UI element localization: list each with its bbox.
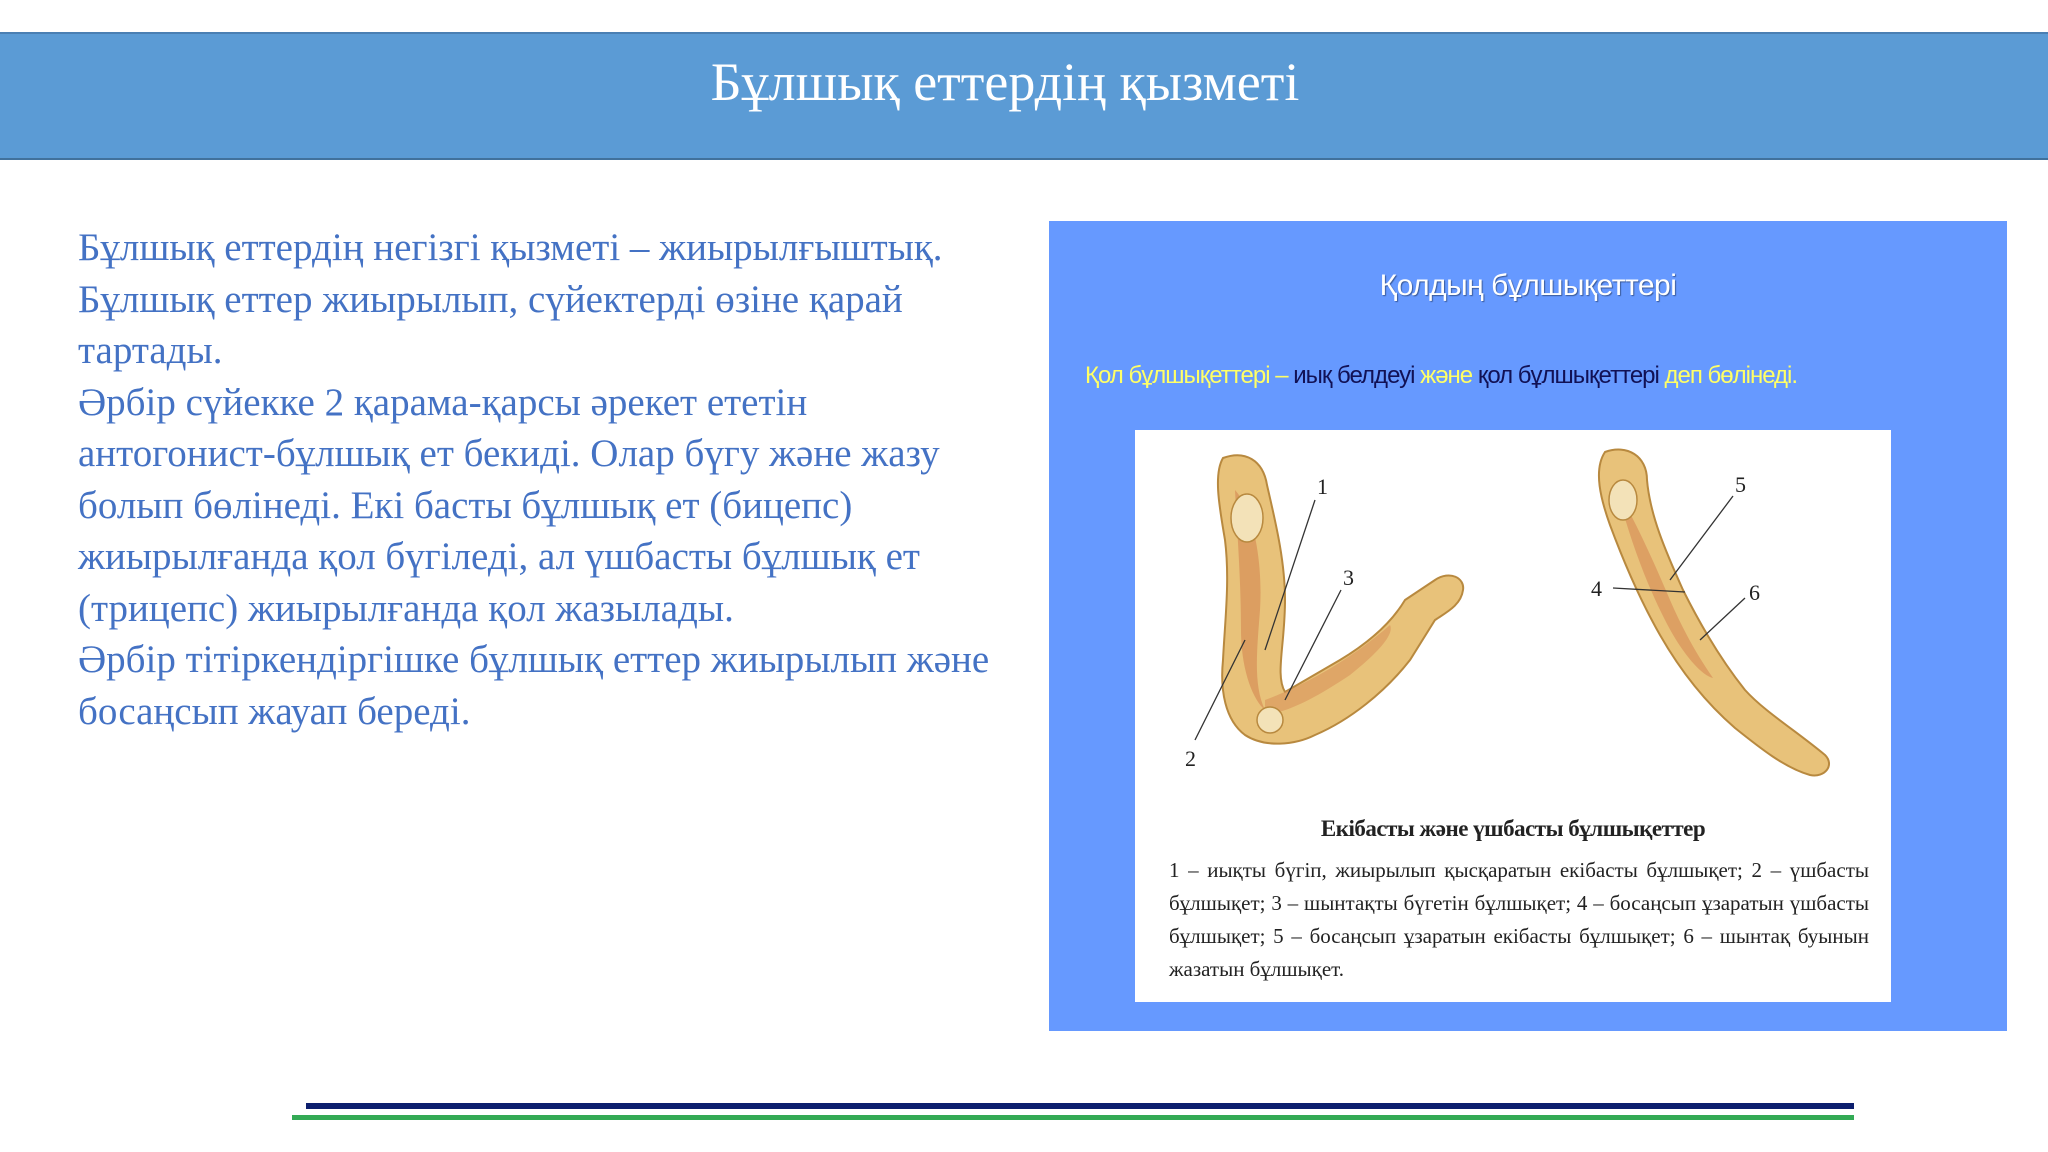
bent-arm-illustration [1185, 455, 1463, 771]
footer-rule-green [292, 1115, 1854, 1120]
plate-title: Екібасты және үшбасты бұлшықеттер [1320, 816, 1706, 841]
subtitle-part-5: деп бөлінеді. [1664, 362, 1798, 389]
subtitle-part-3: және [1420, 362, 1478, 389]
paragraph-1: Бұлшық еттердің негізгі қызметі – жиырылғыштық. Бұлшық еттер жиырылып, сүйектерді өзіне қарай тартады. [78, 226, 943, 372]
arm-illustration [1135, 430, 1891, 810]
figure-subtitle [1085, 362, 1965, 390]
label-5: 5 [1735, 472, 1746, 497]
label-6: 6 [1749, 580, 1760, 605]
plate-caption: 1 – иықты бүгіп, жиырылып қысқаратын екібасты бұлшықет; 2 – үшбасты бұлшықет; 3 – шынтақты бүгетін бұлшықет; 4 – босаңсып ұзаратын үшбасты бұлшықет; 5 – босаңсып ұзаратын екібасты бұлшықет; 6 – шынтақ буынын жазатын бұлшықет. [1169, 858, 1869, 981]
paragraph-2: Әрбір сүйекке 2 қарама-қарсы әрекет ететін антогонист-бұлшық ет бекиді. Олар бүгу және жазу болып бөлінеді. Екі басты бұлшық ет (бицепс) жиырылғанда қол бүгіледі, ал үшбасты бұлшық ет (трицепс) жиырылғанда қол жазылады. [78, 380, 940, 630]
subtitle-part-4: қол бұлшықеттері [1477, 362, 1665, 389]
subtitle-part-2: иық белдеуі [1293, 362, 1421, 389]
label-2: 2 [1185, 746, 1196, 771]
label-3: 3 [1343, 565, 1354, 590]
anatomy-plate [1135, 430, 1891, 1002]
arm-muscles-figure [1049, 221, 2007, 1031]
footer-rule-dark [306, 1103, 1854, 1109]
paragraph-3: Әрбір тітіркендіргішке бұлшық еттер жиырылып және босаңсып жауап береді. [78, 638, 990, 733]
straight-arm-illustration [1591, 450, 1829, 776]
subtitle-part-1: Қол бұлшықеттері – [1085, 362, 1294, 389]
body-text [78, 222, 998, 737]
label-1: 1 [1317, 474, 1328, 499]
slide-title: Бұлшық еттердің қызметі [710, 52, 1300, 112]
label-4: 4 [1591, 576, 1602, 601]
figure-heading: Қолдың бұлшықеттері [1379, 269, 1677, 302]
